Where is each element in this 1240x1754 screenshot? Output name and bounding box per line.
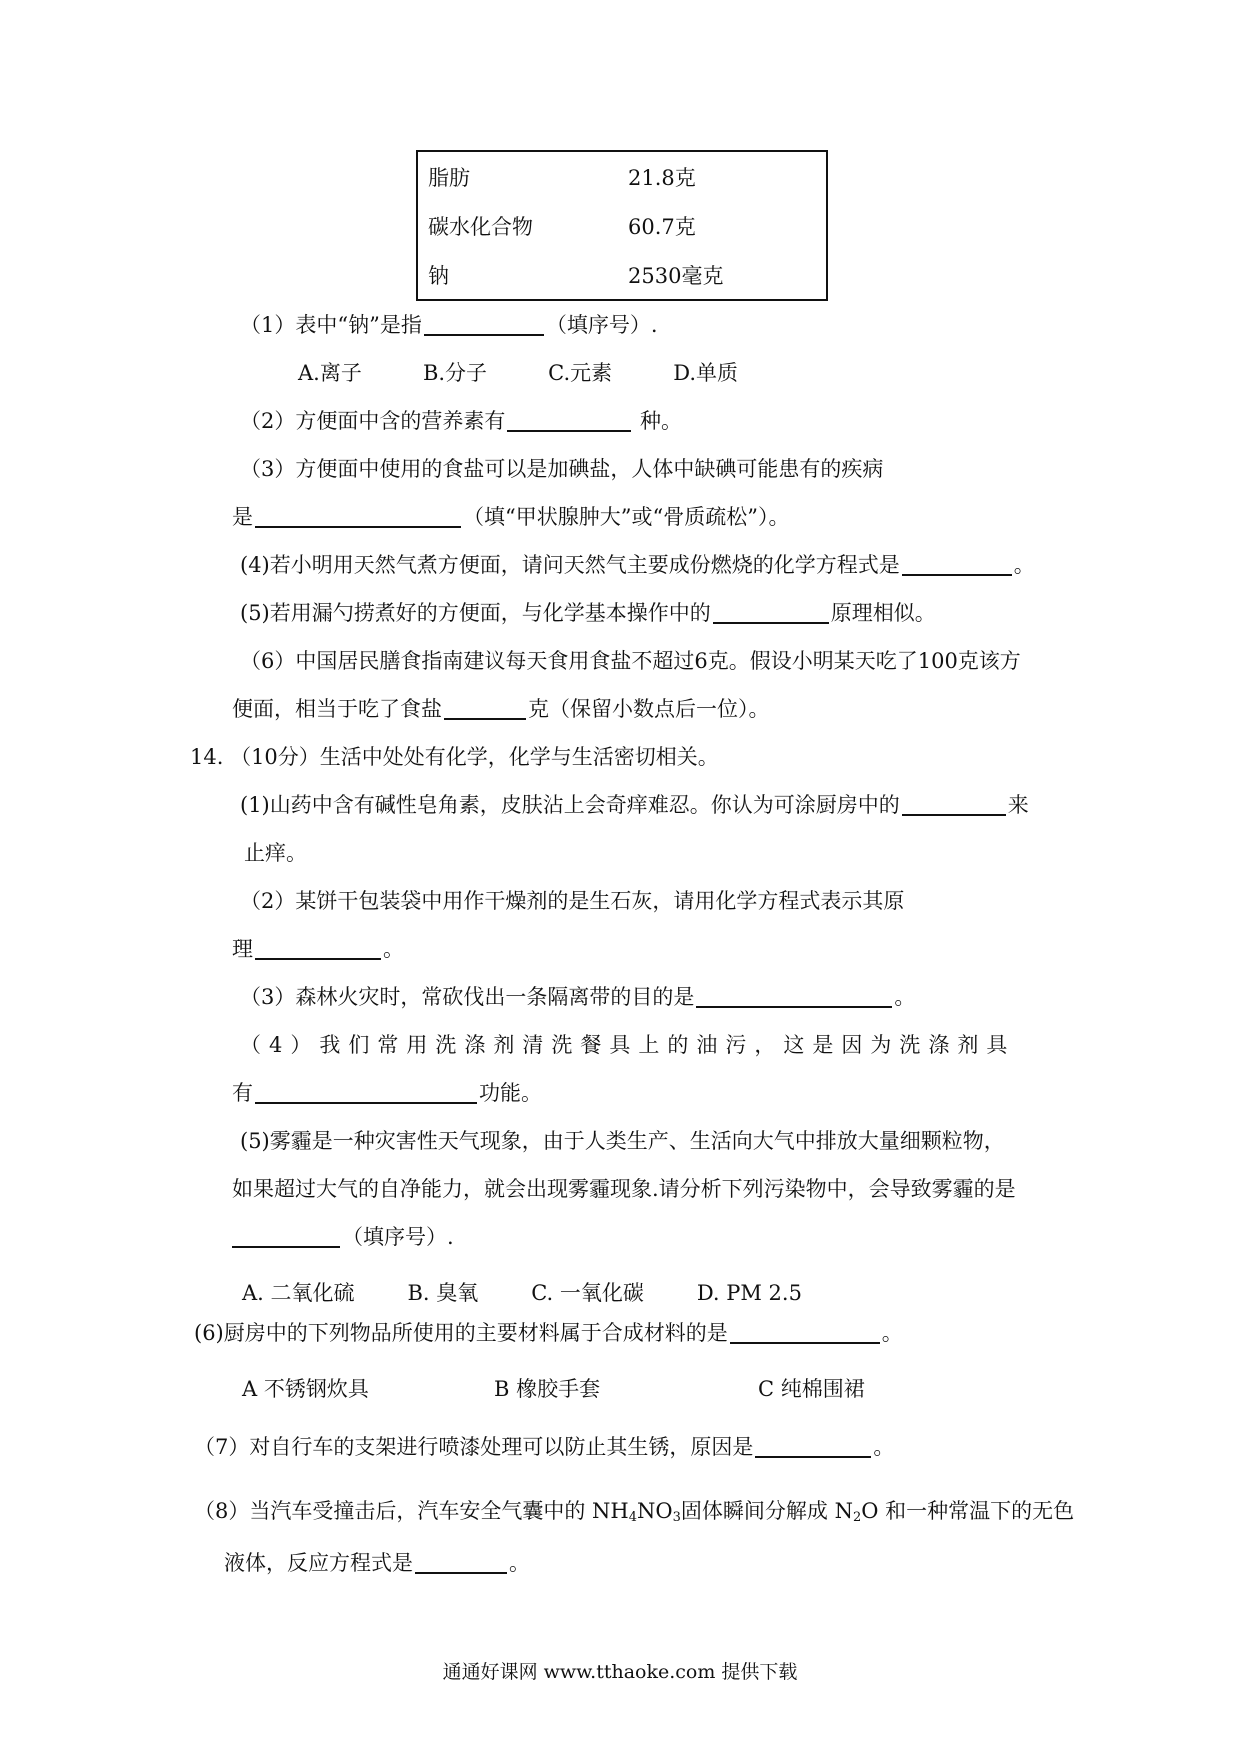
- answer-blank[interactable]: [415, 1548, 507, 1574]
- q14-part3: （3）森林火灾时，常砍伐出一条隔离带的目的是 。: [240, 982, 915, 1012]
- q14-part7: （7）对自行车的支架进行喷漆处理可以防止其生锈，原因是 。: [194, 1432, 894, 1462]
- answer-blank[interactable]: [255, 502, 461, 528]
- option: B.分子: [422, 361, 488, 385]
- page-footer: 通通好课网 www.tthaoke.com 提供下载: [442, 1661, 798, 1683]
- answer-blank[interactable]: [232, 1222, 340, 1248]
- option: D.单质: [673, 361, 738, 385]
- answer-blank[interactable]: [255, 1078, 477, 1104]
- answer-blank[interactable]: [713, 598, 829, 624]
- q14-part5-line2: 如果超过大气的自净能力，就会出现雾霾现象.请分析下列污染物中，会导致雾霾的是: [232, 1177, 1016, 1201]
- q14-part6: (6)厨房中的下列物品所使用的主要材料属于合成材料的是 。: [194, 1318, 903, 1348]
- answer-blank[interactable]: [755, 1432, 871, 1458]
- answer-blank[interactable]: [902, 550, 1012, 576]
- q14-part4-line1: （4）我们常用洗涤剂清洗餐具上的油污，这是因为洗涤剂具: [240, 1033, 1016, 1057]
- table-row: [417, 250, 827, 300]
- nutrient-value: 2530毫克: [628, 263, 724, 288]
- q14-part1: (1)山药中含有碱性皂角素，皮肤沾上会奇痒难忍。你认为可涂厨房中的 来: [240, 790, 1029, 820]
- option: C. 一氧化碳: [531, 1281, 644, 1305]
- nutrition-table: [416, 150, 828, 301]
- option: B 橡胶手套: [494, 1377, 601, 1401]
- table-row: [417, 201, 827, 250]
- q14-header: 14. （10分）生活中处处有化学，化学与生活密切相关。: [190, 745, 719, 769]
- q14-part5-line1: (5)雾霾是一种灾害性天气现象，由于人类生产、生活向大气中排放大量细颗粒物，: [240, 1129, 1005, 1153]
- q14-part2-line2: 理 。: [232, 934, 404, 964]
- nutrient-name: 钠: [428, 263, 449, 288]
- option: D. PM 2.5: [696, 1281, 802, 1305]
- option: C 纯棉围裙: [758, 1377, 865, 1401]
- q13-part6-line2: 便面，相当于吃了食盐 克（保留小数点后一位）。: [232, 694, 770, 724]
- q13-part3-line1: （3）方便面中使用的食盐可以是加碘盐，人体中缺碘可能患有的疾病: [240, 457, 884, 481]
- q13-part4: (4)若小明用天然气煮方便面，请问天然气主要成份燃烧的化学方程式是 。: [240, 550, 1035, 580]
- q13-part2: （2）方便面中含的营养素有 种。: [240, 406, 682, 436]
- answer-blank[interactable]: [255, 934, 381, 960]
- q14-part6-options: [242, 1374, 865, 1404]
- nutrient-value: 21.8克: [628, 165, 696, 190]
- q13-part3-line2: 是 （填“甲状腺肿大”或“骨质疏松”）。: [232, 502, 789, 532]
- nutrient-name: 脂肪: [428, 165, 470, 190]
- option: A 不锈钢炊具: [242, 1377, 369, 1401]
- q14-part8-line1: （8）当汽车受撞击后，汽车安全气囊中的 $NH_4NO_3$固体瞬间分解成 $N_2O$ 和一种常温下的无色: [194, 1499, 1075, 1525]
- q14-part2-line1: （2）某饼干包装袋中用作干燥剂的是生石灰，请用化学方程式表示其原: [240, 889, 905, 913]
- q13-part6-line1: （6）中国居民膳食指南建议每天食用食盐不超过6克。假设小明某天吃了100克该方: [240, 649, 1021, 673]
- answer-blank[interactable]: [902, 790, 1006, 816]
- q14-part1-line2: 止痒。: [244, 841, 307, 865]
- answer-blank[interactable]: [507, 406, 631, 432]
- option: A. 二氧化硫: [242, 1281, 355, 1305]
- q13-part1: （1）表中“钠”是指 （填序号）.: [240, 310, 658, 340]
- q14-part5-line3: （填序号）.: [232, 1222, 454, 1252]
- option: B. 臭氧: [407, 1281, 479, 1305]
- answer-blank[interactable]: [730, 1318, 880, 1344]
- answer-blank[interactable]: [696, 982, 892, 1008]
- option: A.离子: [298, 361, 362, 385]
- option: C.元素: [548, 361, 613, 385]
- q13-part5: (5)若用漏勺捞煮好的方便面，与化学基本操作中的 原理相似。: [240, 598, 936, 628]
- q13-part1-options: [298, 358, 738, 388]
- q14-part5-options: [242, 1278, 802, 1308]
- q14-part8-line2: 液体，反应方程式是 。: [224, 1548, 530, 1578]
- nutrient-name: 碳水化合物: [428, 214, 533, 239]
- answer-blank[interactable]: [444, 694, 526, 720]
- nutrient-value: 60.7克: [628, 214, 696, 239]
- q14-part4-line2: 有 功能。: [232, 1078, 542, 1108]
- table-row: [417, 151, 827, 201]
- answer-blank[interactable]: [424, 310, 544, 336]
